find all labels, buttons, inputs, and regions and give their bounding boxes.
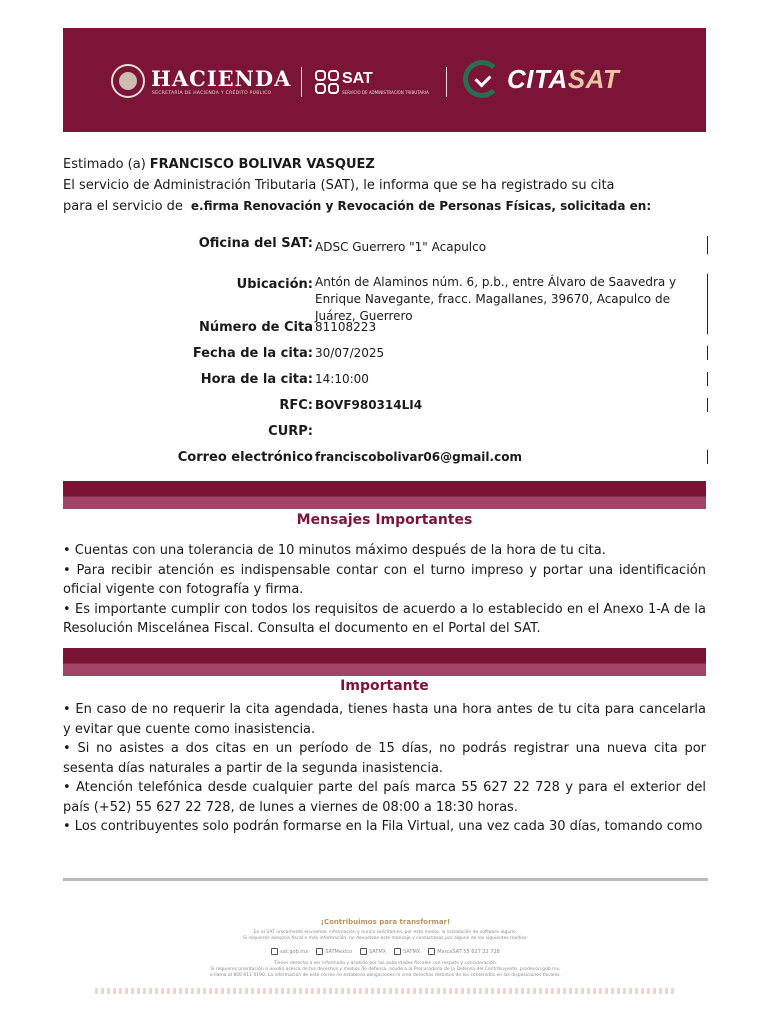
service-name: e.firma Renovación y Revocación de Personas Físicas, solicitada en:	[190, 199, 652, 213]
social-link-youtube[interactable]: SATMX	[394, 948, 420, 955]
correo-value[interactable]: franciscobolivar06@gmail.com	[315, 450, 708, 464]
correo-label: Correo electrónico	[177, 450, 313, 465]
sat-logo-subtitle: SERVICIO DE ADMINISTRACIÓN TRIBUTARIA	[342, 90, 429, 95]
appointment-details	[120, 236, 708, 476]
sat-logo-title: SAT	[342, 70, 373, 87]
detail-row-numero	[120, 320, 708, 346]
facebook-icon	[316, 948, 323, 955]
header-banner	[63, 28, 706, 132]
hacienda-logo-title: HACIENDA	[151, 66, 292, 91]
social-link-web[interactable]: sat.gob.mx	[271, 948, 308, 955]
ubicacion-label: Ubicación:	[236, 277, 313, 292]
list-item: • Los contribuyentes solo podrán formarse en la Fila Virtual, una vez cada 30 días, tomando como	[63, 819, 703, 834]
section-band	[63, 481, 706, 509]
list-item: • En caso de no requerir la cita agendada, tienes hasta una hora antes de tu cita para cancelarla y evitar que cuente como inasistencia.	[63, 702, 706, 737]
ubicacion-value: Antón de Alaminos núm. 6, p.b., entre Álvaro de Saavedra y Enrique Navegante, fracc. Magallanes, 39670, Acapulco de Juárez, Guerrero	[315, 274, 708, 325]
youtube-icon	[394, 948, 401, 955]
intro-line-prefix: para el servicio de	[63, 199, 183, 214]
section-band	[63, 648, 706, 676]
footer-slogan: ¡Contribuimos para transformar!	[320, 918, 451, 926]
footer-line: o llama al 800 611 0190. La información de este correo no establece obligaciones ni crea derechos distintos de los contenidos en las disposiciones fiscales.	[209, 973, 562, 978]
hacienda-seal-icon	[111, 64, 145, 98]
numero-label: Número de Cita	[199, 320, 313, 335]
greeting: Estimado (a)	[63, 157, 146, 172]
detail-row-fecha	[120, 346, 708, 372]
intro-text	[63, 154, 723, 217]
importante-title: Importante	[340, 678, 429, 694]
footer-pattern	[95, 988, 675, 994]
oficina-label: Oficina del SAT:	[198, 236, 313, 251]
twitter-icon	[360, 948, 367, 955]
social-link-phone[interactable]: MarcaSAT 55 627 22 728	[428, 948, 500, 955]
numero-value: 81108223	[315, 320, 708, 334]
footer	[63, 918, 708, 979]
list-item: • Es importante cumplir con todos los requisitos de acuerdo a lo establecido en el Anexo 1-A de la Resolución Miscelánea Fiscal. Consulta el documento en el Portal del SAT.	[63, 601, 706, 636]
sat-logo-icon	[315, 70, 339, 94]
footer-line: En el SAT únicamente enviamos, información y nunca solicitamos, por este medio, la instalación de software alguno.	[253, 930, 518, 935]
curp-label: CURP:	[268, 424, 313, 439]
phone-icon	[428, 948, 435, 955]
fecha-label: Fecha de la cita:	[192, 346, 313, 361]
detail-row-curp	[120, 424, 708, 450]
footer-social-links	[63, 948, 708, 955]
footer-divider	[63, 878, 708, 881]
social-link-twitter[interactable]: SATMX	[360, 948, 386, 955]
detail-row-hora	[120, 372, 708, 398]
social-link-facebook[interactable]: SATMexico	[316, 948, 352, 955]
mensajes-title: Mensajes Importantes	[296, 512, 473, 528]
detail-row-ubicacion	[120, 274, 708, 323]
detail-row-correo	[120, 450, 708, 476]
footer-line: Tienes derecho a ser informado y asistido por las autoridades fiscales con respeto y consideración.	[273, 961, 498, 966]
importante-list	[63, 700, 706, 837]
detail-row-rfc	[120, 398, 708, 424]
footer-line: Si requieres orientación o auxilio acerca de tus derechos y medios de defensa, acude a la Procuraduría de la Defensa del Contribuyente, prodecon.gob.mx,	[210, 967, 561, 972]
hora-value: 14:10:00	[315, 372, 708, 386]
list-item: • Cuentas con una tolerancia de 10 minutos máximo después de la hora de tu cita.	[63, 543, 606, 558]
globe-icon	[271, 948, 278, 955]
header-divider	[446, 67, 447, 97]
rfc-value: BOVF980314LI4	[315, 398, 708, 412]
recipient-name: FRANCISCO BOLIVAR VASQUEZ	[149, 157, 375, 172]
mensajes-list	[63, 541, 706, 639]
hora-label: Hora de la cita:	[200, 372, 313, 387]
oficina-value: ADSC Guerrero "1" Acapulco	[315, 236, 708, 254]
citasat-logo-text: CITASAT	[507, 64, 620, 94]
rfc-label: RFC:	[279, 398, 313, 413]
footer-line: Si requieres asesoría fiscal o más información, no devuelvas este mensaje y contáctanos por alguno de los siguientes medios:	[243, 936, 528, 941]
detail-row-oficina	[120, 236, 708, 274]
list-item: • Para recibir atención es indispensable contar con el turno impreso y portar una identificación oficial vigente con fotografía y firma.	[63, 562, 706, 597]
intro-line: El servicio de Administración Tributaria (SAT), le informa que se ha registrado su cita	[63, 178, 615, 193]
list-item: • Si no asistes a dos citas en un período de 15 días, no podrás registrar una nueva cita por sesenta días naturales a partir de la segunda inasistencia.	[63, 741, 706, 776]
header-divider	[301, 67, 302, 97]
fecha-value: 30/07/2025	[315, 346, 708, 360]
hacienda-logo-subtitle: SECRETARÍA DE HACIENDA Y CRÉDITO PÚBLICO	[152, 91, 272, 96]
list-item: • Atención telefónica desde cualquier parte del país marca 55 627 22 728 y para el exterior del país (+52) 55 627 22 728, de lunes a viernes de 08:00 a 18:30 horas.	[63, 780, 706, 815]
